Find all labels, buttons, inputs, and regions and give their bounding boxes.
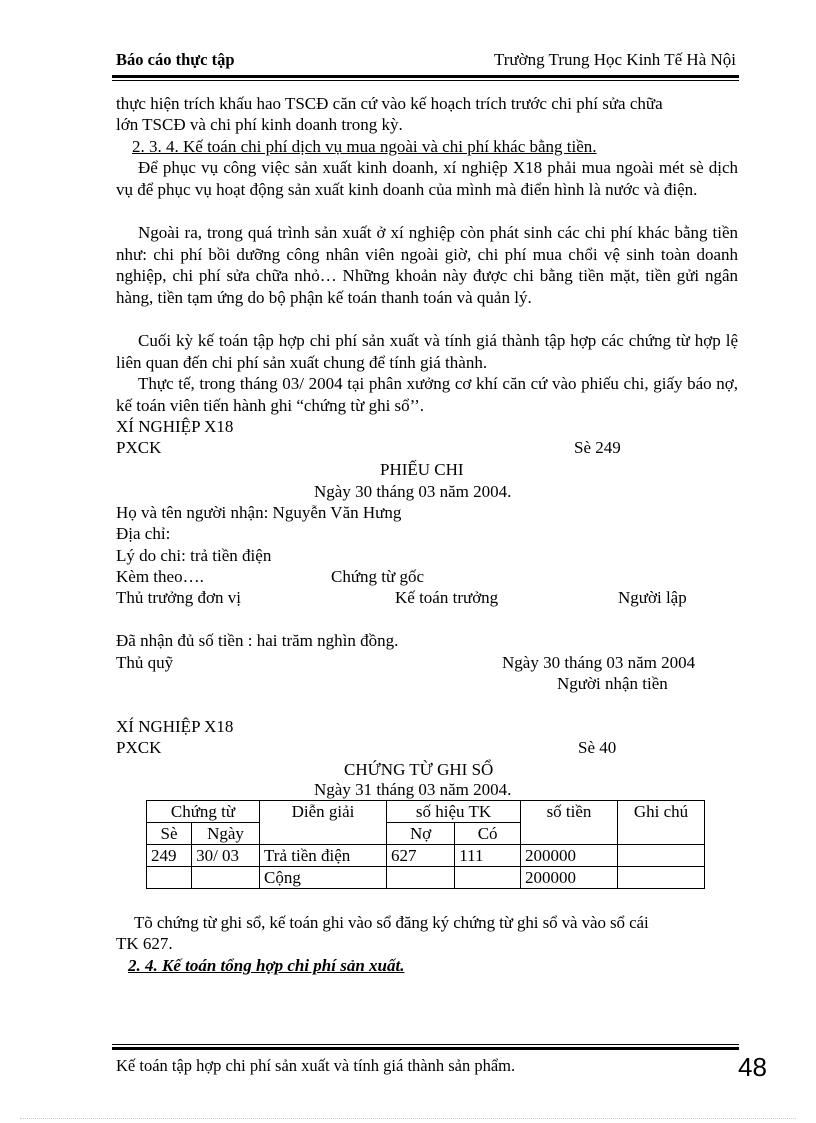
cell-credit — [455, 867, 521, 889]
paragraph-1-line-2: lớn TSCĐ và chi phí kinh doanh trong kỳ. — [116, 115, 403, 134]
ledger-date: Ngày 31 tháng 03 năm 2004. — [314, 780, 512, 799]
voucher-cashier: Thủ quỹ — [116, 653, 174, 672]
cell-no: 249 — [147, 845, 192, 867]
paragraph-5 — [116, 373, 738, 416]
signature-accountant: Kế toán trưởng — [395, 588, 499, 607]
cell-debit: 627 — [387, 845, 455, 867]
footer-rule-thin — [112, 1044, 739, 1045]
page-number: 48 — [738, 1052, 767, 1082]
ledger-title: CHỨNG TỪ GHI SỔ — [344, 760, 494, 779]
header-voucher: Chứng từ — [147, 801, 260, 823]
footer-rule-thick — [112, 1047, 739, 1050]
header-debit: Nợ — [387, 823, 455, 845]
header-left: Báo cáo thực tập — [116, 50, 235, 69]
header-description-cont — [260, 823, 387, 845]
ledger-table — [146, 800, 705, 889]
voucher-company: XÍ NGHIỆP X18 — [116, 417, 234, 436]
header-date: Ngày — [192, 823, 260, 845]
table-header-row — [147, 801, 705, 823]
paragraph-3 — [116, 222, 738, 308]
paragraph-1-line-1: thực hiện trích khấu hao TSCĐ căn cứ vào kế hoạch trích trước chi phí sửa chữa — [116, 94, 663, 113]
cell-amount: 200000 — [521, 845, 618, 867]
cell-no — [147, 867, 192, 889]
voucher-receiver: Người nhận tiền — [557, 674, 668, 693]
voucher-recipient: Họ và tên người nhận: Nguyễn Văn Hưng — [116, 503, 402, 522]
voucher-number: Sè 249 — [574, 438, 621, 457]
header-amount: số tiền — [521, 801, 618, 823]
cell-description: Cộng — [260, 867, 387, 889]
paragraph-5-text: Thực tế, trong tháng 03/ 2004 tại phân xưởng cơ khí căn cứ vào phiếu chi, giấy báo nợ, kế toán viên tiến hành ghi “chứng từ ghi sổ’’. — [116, 374, 738, 415]
paragraph-2-text: Để phục vụ công việc sản xuất kinh doanh, xí nghiệp X18 phải mua ngoài mét sè dịch vụ để phục vụ hoạt động sản xuất kinh doanh của mình mà điển hình là nước và điện. — [116, 158, 738, 199]
cell-credit: 111 — [455, 845, 521, 867]
paragraph-4 — [116, 330, 738, 373]
footer-text: Kế toán tập hợp chi phí sản xuất và tính giá thành sản phẩm. — [116, 1056, 516, 1075]
header-note-cont — [618, 823, 705, 845]
signature-preparer: Người lập — [618, 588, 687, 607]
voucher-dept: PXCK — [116, 438, 162, 457]
signature-head: Thủ trưởng đơn vị — [116, 588, 241, 607]
section-heading-2-4: 2. 4. Kế toán tổng hợp chi phí sản xuất. — [128, 956, 405, 975]
header-rule-thin — [112, 80, 739, 81]
ledger-dept: PXCK — [116, 738, 162, 757]
table-row — [147, 867, 705, 889]
page-edge-divider — [20, 1118, 796, 1119]
paragraph-6-line-2: TK 627. — [116, 934, 173, 953]
paragraph-4-text: Cuối kỳ kế toán tập hợp chi phí sản xuất và tính giá thành tập hợp các chứng từ hợp lệ liên quan đến chi phí sản xuất chung để tính giá thành. — [116, 331, 738, 372]
header-right: Trường Trung Học Kinh Tế Hà Nội — [493, 50, 736, 69]
table-subheader-row — [147, 823, 705, 845]
cell-description: Trả tiền điện — [260, 845, 387, 867]
voucher-address: Địa chỉ: — [116, 524, 171, 543]
cell-debit — [387, 867, 455, 889]
header-amount-cont — [521, 823, 618, 845]
ledger-company: XÍ NGHIỆP X18 — [116, 717, 234, 736]
header-note: Ghi chú — [618, 801, 705, 823]
paragraph-3-text: Ngoài ra, trong quá trình sản xuất ở xí nghiệp còn phát sinh các chi phí khác bằng tiền như: chi phí bồi dưỡng công nhân viên ngoài giờ, chi phí mua chổi vệ sinh toàn doanh nghiệp, chi phí sửa chữa nhỏ… Những khoản này được chi bằng tiền mặt, tiền gửi ngân hàng, tiền tạm ứng do bộ phận kế toán thanh toán và quản lý. — [116, 223, 738, 307]
voucher-title: PHIẾU CHI — [380, 460, 464, 479]
cell-date — [192, 867, 260, 889]
voucher-reason: Lý do chi: trả tiền điện — [116, 546, 272, 565]
header-credit: Có — [455, 823, 521, 845]
paragraph-6-line-1: Tõ chứng từ ghi sổ, kế toán ghi vào sổ đăng ký chứng từ ghi sổ và vào sổ cái — [134, 913, 649, 932]
table-row — [147, 845, 705, 867]
header-account: số hiệu TK — [387, 801, 521, 823]
header-no: Sè — [147, 823, 192, 845]
voucher-date: Ngày 30 tháng 03 năm 2004. — [314, 482, 512, 501]
header-description: Diễn giải — [260, 801, 387, 823]
header-rule-thick — [112, 75, 739, 78]
paragraph-2 — [116, 157, 738, 200]
voucher-date-2: Ngày 30 tháng 03 năm 2004 — [502, 653, 696, 672]
voucher-received: Đã nhận đủ số tiền : hai trăm nghìn đồng. — [116, 631, 399, 650]
cell-date: 30/ 03 — [192, 845, 260, 867]
cell-amount: 200000 — [521, 867, 618, 889]
voucher-original-doc: Chứng từ gốc — [331, 567, 425, 586]
section-heading-2-3-4: 2. 3. 4. Kế toán chi phí dịch vụ mua ngoài và chi phí khác bằng tiền. — [132, 137, 597, 156]
voucher-attached: Kèm theo…. — [116, 567, 204, 586]
cell-note — [618, 867, 705, 889]
ledger-number: Sè 40 — [578, 738, 617, 757]
cell-note — [618, 845, 705, 867]
